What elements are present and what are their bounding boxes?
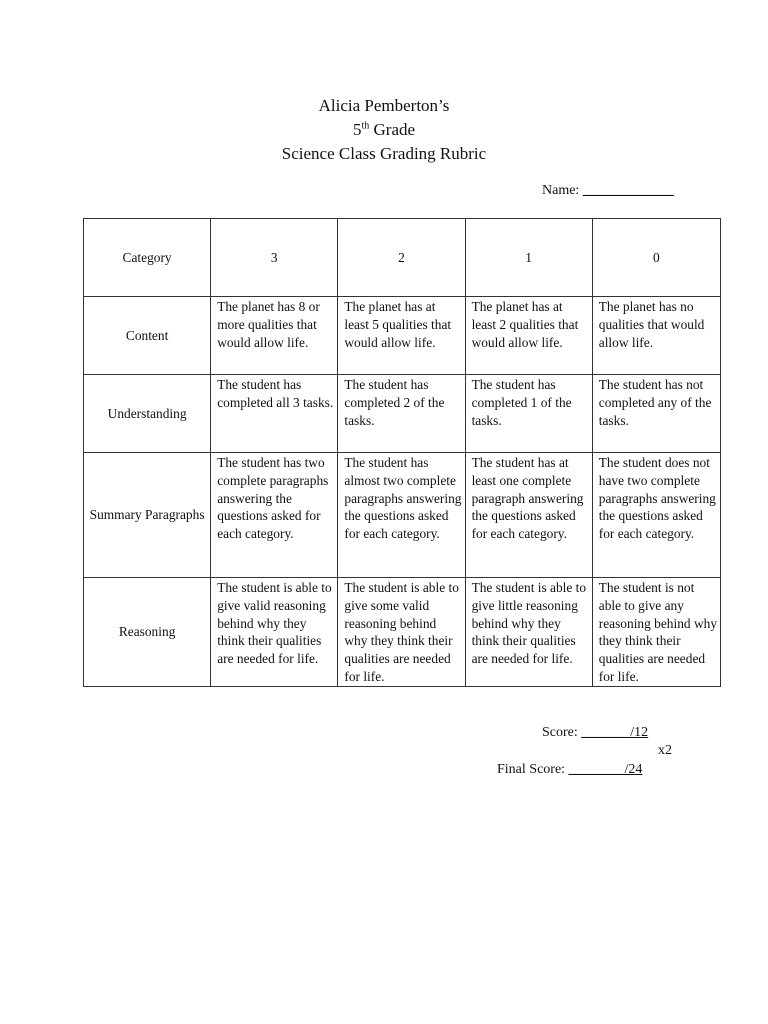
rubric-title: Science Class Grading Rubric [281, 144, 487, 163]
name-blank[interactable]: _____________ [582, 183, 674, 198]
reasoning-score-1: The student is able to give little reasoning behind why they think their qualities are needed for life. [465, 578, 592, 687]
category-content: Content [84, 297, 211, 375]
document-title-block [0, 94, 768, 166]
category-understanding: Understanding [84, 375, 211, 453]
column-header-2: 2 [338, 219, 465, 297]
final-score-label: Final Score: [497, 762, 566, 777]
understanding-score-2: The student has completed 2 of the tasks. [338, 375, 465, 453]
score-line [542, 725, 648, 741]
column-header-0: 0 [592, 219, 720, 297]
category-summary-paragraphs: Summary Paragraphs [84, 453, 211, 578]
summary-score-1: The student has at least one complete paragraph answering the questions asked for each category. [465, 453, 592, 578]
final-score-blank[interactable]: ________/24 [568, 762, 643, 777]
rubric-row-reasoning [84, 578, 721, 687]
grade-line [0, 118, 768, 142]
category-reasoning: Reasoning [84, 578, 211, 687]
rubric-row-summary-paragraphs [84, 453, 721, 578]
column-header-3: 3 [211, 219, 338, 297]
understanding-score-1: The student has completed 1 of the tasks. [465, 375, 592, 453]
rubric-header-row [84, 219, 721, 297]
column-header-1: 1 [465, 219, 592, 297]
understanding-score-0: The student has not completed any of the tasks. [592, 375, 720, 453]
summary-score-3: The student has two complete paragraphs answering the questions asked for each category. [211, 453, 338, 578]
grade-suffix: th [361, 120, 370, 132]
understanding-score-3: The student has completed all 3 tasks. [211, 375, 338, 453]
content-score-2: The planet has at least 5 qualities that would allow life. [338, 297, 465, 375]
content-score-0: The planet has no qualities that would allow life. [592, 297, 720, 375]
grade-word: Grade [373, 120, 416, 139]
name-label: Name: [542, 183, 580, 198]
reasoning-score-0: The student is not able to give any reasoning behind why they think their qualities are needed for life. [592, 578, 720, 687]
score-multiplier: x2 [658, 743, 672, 758]
name-field [542, 183, 674, 199]
reasoning-score-2: The student is able to give some valid reasoning behind why they think their qualities are needed for life. [338, 578, 465, 687]
summary-score-0: The student does not have two complete paragraphs answering the questions asked for each category. [592, 453, 720, 578]
rubric-row-content [84, 297, 721, 375]
grade-number: 5 [352, 120, 362, 139]
final-score-line [497, 762, 642, 778]
rubric-row-understanding [84, 375, 721, 453]
content-score-1: The planet has at least 2 qualities that would allow life. [465, 297, 592, 375]
grading-rubric-table [83, 218, 721, 687]
content-score-3: The planet has 8 or more qualities that would allow life. [211, 297, 338, 375]
score-label: Score: [542, 725, 578, 740]
owner-name: Alicia Pemberton’s [318, 96, 450, 115]
score-blank[interactable]: _______/12 [581, 725, 649, 740]
reasoning-score-3: The student is able to give valid reasoning behind why they think their qualities are needed for life. [211, 578, 338, 687]
summary-score-2: The student has almost two complete paragraphs answering the questions asked for each category. [338, 453, 465, 578]
column-header-category: Category [84, 219, 211, 297]
